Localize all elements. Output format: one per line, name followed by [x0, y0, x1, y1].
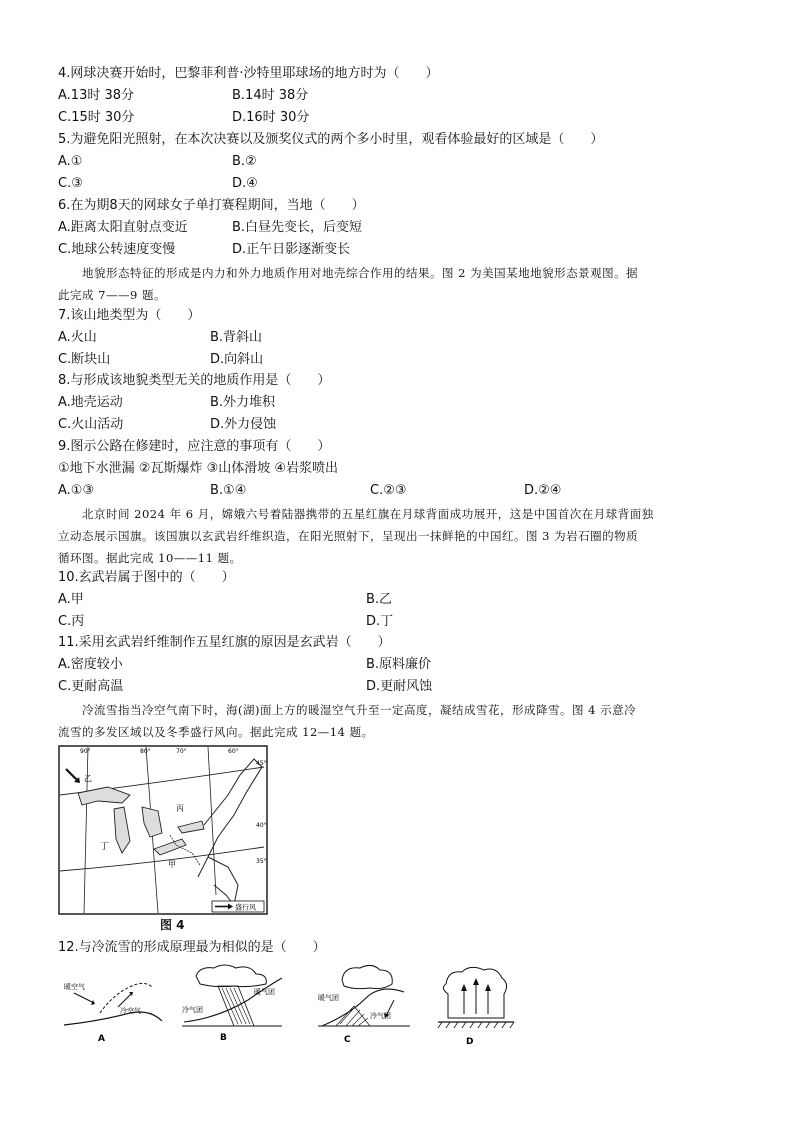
cloud-shape	[196, 965, 266, 987]
q7-option-c[interactable]: C.断块山	[58, 352, 111, 367]
q5-option-b[interactable]: B.②	[232, 154, 257, 169]
q7-option-d[interactable]: D.向斜山	[210, 352, 264, 367]
q11-option-a[interactable]: A.密度较小	[58, 657, 123, 672]
q7-option-a[interactable]: A.火山	[58, 330, 97, 345]
q9-stem: 9.图示公路在修建时，应注意的事项有（ ）	[58, 439, 331, 454]
figure-d	[434, 962, 520, 1048]
intro2-line-3: 循环图。据此完成 10——11 题。	[58, 551, 242, 565]
q5-option-c[interactable]: C.③	[58, 176, 83, 191]
q5-option-a[interactable]: A.①	[58, 154, 83, 169]
q10-option-a[interactable]: A.甲	[58, 592, 84, 607]
q11-stem: 11.采用玄武岩纤维制作五星红旗的原因是玄武岩（ ）	[58, 635, 391, 650]
q8-option-c[interactable]: C.火山活动	[58, 417, 124, 432]
q9-option-b[interactable]: B.①④	[210, 483, 247, 498]
figure-a	[60, 963, 168, 1043]
figure-a-cold-label: 冷空气	[120, 1007, 141, 1015]
figure-b-warm-label: 暖气团	[254, 988, 275, 996]
legend-label: 盛行风	[235, 903, 256, 912]
q4-option-b[interactable]: B.14时 38分	[232, 88, 309, 103]
q7-option-b[interactable]: B.背斜山	[210, 330, 263, 345]
intro-paragraph-2	[58, 503, 738, 569]
figure-4-caption: 图 4	[160, 918, 185, 932]
q4-option-d[interactable]: D.16时 30分	[232, 110, 310, 125]
figure-c-warm-label: 暖气团	[318, 994, 339, 1002]
intro2-line-1: 北京时间 2024 年 6 月，嫦娥六号着陆器携带的五星红旗在月球背面成功展开，这是中国首次在月球背面独	[82, 507, 654, 521]
q8-option-b[interactable]: B.外力堆积	[210, 395, 276, 410]
figure-4-map	[58, 745, 270, 917]
q10-option-b[interactable]: B.乙	[366, 592, 393, 607]
lon-label-90: 90°	[80, 748, 91, 755]
mark-jia: 甲	[168, 860, 176, 869]
figure-c-label: C	[344, 1035, 351, 1045]
mark-bing: 丙	[176, 804, 184, 813]
q8-option-d[interactable]: D.外力侵蚀	[210, 417, 277, 432]
intro3-line-1: 冷流雪指当冷空气南下时，海(湖)面上方的暖湿空气升至一定高度，凝结成雪花，形成降雪。图 4 示意冷	[82, 703, 637, 717]
q7-stem: 7.该山地类型为（ ）	[58, 308, 201, 323]
figure-a-warm-label: 暖空气	[64, 983, 85, 991]
q8-option-a[interactable]: A.地壳运动	[58, 395, 123, 410]
q4-option-a[interactable]: A.13时 38分	[58, 88, 135, 103]
lon-label-80: 80°	[140, 748, 151, 755]
mark-yi: 乙	[84, 774, 92, 783]
front-surface	[64, 1012, 162, 1025]
q10-option-c[interactable]: C.丙	[58, 614, 85, 629]
figure-d-label: D	[466, 1037, 474, 1047]
q9-option-c[interactable]: C.②③	[370, 483, 407, 498]
q10-stem: 10.玄武岩属于图中的（ ）	[58, 570, 235, 585]
q4-option-c[interactable]: C.15时 30分	[58, 110, 135, 125]
figure-c	[314, 960, 414, 1046]
q5-option-d[interactable]: D.④	[232, 176, 258, 191]
q11-option-c[interactable]: C.更耐高温	[58, 679, 124, 694]
q6-option-c[interactable]: C.地球公转速度变慢	[58, 242, 176, 257]
q6-option-d[interactable]: D.正午日影逐渐变长	[232, 242, 351, 257]
intro-paragraph-1	[58, 262, 738, 306]
intro3-line-2: 流雪的多发区域以及冬季盛行风向。据此完成 12—14 题。	[58, 725, 374, 739]
q9-option-d[interactable]: D.②④	[524, 483, 562, 498]
q12-stem: 12.与冷流雪的形成原理最为相似的是（ ）	[58, 940, 326, 955]
q8-stem: 8.与形成该地貌类型无关的地质作用是（ ）	[58, 373, 331, 388]
q6-stem: 6.在为期8天的网球女子单打赛程期间，当地（ ）	[58, 198, 365, 213]
cumulonimbus-cloud	[443, 967, 506, 1018]
lon-label-60: 60°	[228, 748, 239, 755]
figure-a-label: A	[98, 1034, 105, 1043]
intro1-line-2: 此完成 7——9 题。	[58, 288, 166, 302]
figure-b-cold-label: 冷气团	[182, 1006, 203, 1014]
q11-option-b[interactable]: B.原料廉价	[366, 657, 432, 672]
q6-option-b[interactable]: B.白昼先变长，后变短	[232, 220, 363, 235]
figure-c-cold-label: 冷气团	[370, 1012, 391, 1020]
figure-b-label: B	[220, 1033, 227, 1043]
intro1-line-1: 地貌形态特征的形成是内力和外力地质作用对地壳综合作用的结果。图 2 为美国某地地貌形态景观图。据	[82, 266, 639, 280]
cloud-shape	[342, 965, 392, 988]
intro2-line-2: 立动态展示国旗。该国旗以玄武岩纤维织造，在阳光照射下，呈现出一抹鲜艳的中国红。图 3 为岩石圈的物质	[58, 529, 639, 543]
q11-option-d[interactable]: D.更耐风蚀	[366, 679, 433, 694]
q6-option-a[interactable]: A.距离太阳直射点变近	[58, 220, 188, 235]
lat-label-45: 45°	[256, 760, 267, 767]
q9-items: ①地下水泄漏 ②瓦斯爆炸 ③山体滑坡 ④岩浆喷出	[58, 461, 339, 476]
q10-option-d[interactable]: D.丁	[366, 614, 394, 629]
mark-ding: 丁	[100, 842, 110, 852]
intro-paragraph-3	[58, 699, 738, 743]
q9-option-a[interactable]: A.①③	[58, 483, 95, 498]
lat-label-35: 35°	[256, 858, 267, 865]
lat-label-40: 40°	[256, 822, 267, 829]
lon-label-70: 70°	[176, 748, 187, 755]
q5-stem: 5.为避免阳光照射，在本次决赛以及颁奖仪式的两个多小时里，观看体验最好的区域是（ ）	[58, 132, 604, 147]
figure-b	[178, 960, 290, 1044]
q4-stem: 4.网球决赛开始时，巴黎菲利普·沙特里耶球场的地方时为（ ）	[58, 66, 439, 81]
